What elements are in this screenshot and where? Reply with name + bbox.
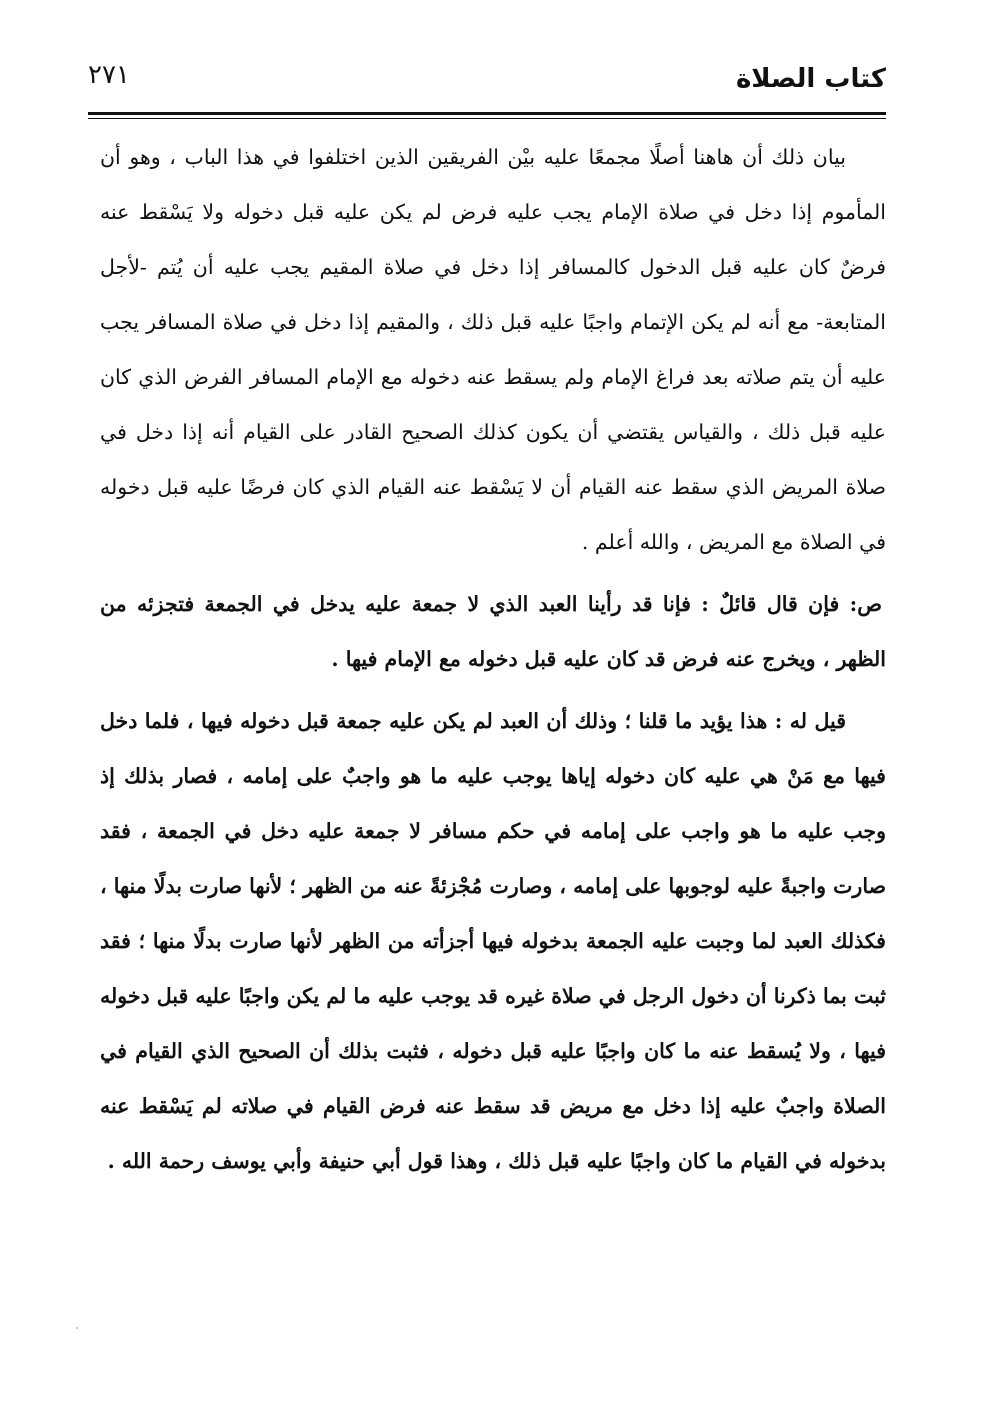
header-rule-thin bbox=[88, 118, 886, 119]
paragraph-1: بيان ذلك أن هاهنا أصلًا مجمعًا عليه بيْن الفريقين الذين اختلفوا في هذا الباب ، وهو أن المأموم إذا دخل في صلاة الإمام يجب عليه فرض لم يكن عليه قبل دخوله ولا يَسْقط عنه فرضٌ كان عليه قبل الدخول كالمسافر إذا دخل في صلاة المقيم يجب عليه أن يُتم -لأجل المتابعة- مع أنه لم يكن الإتمام واجبًا عليه قبل ذلك ، والمقيم إذا دخل في صلاة المسافر يجب عليه أن يتم صلاته بعد فراغ الإمام ولم يسقط عنه دخوله مع الإمام المسافر الفرض الذي كان عليه قبل ذلك ، والقياس يقتضي أن يكون كذلك الصحيح القادر على القيام أنه إذا دخل في صلاة المريض الذي سقط عنه القيام أن لا يَسْقط عنه القيام الذي كان فرضًا عليه قبل دخوله في الصلاة مع المريض ، والله أعلم . bbox=[100, 145, 886, 554]
paragraph-2 bbox=[100, 577, 886, 687]
page-number: ٢٧١ bbox=[88, 60, 130, 90]
scan-speck bbox=[76, 1327, 78, 1329]
body-text bbox=[100, 130, 886, 1189]
paragraph-3: قيل له : هذا يؤيد ما قلنا ؛ وذلك أن العبد لم يكن عليه جمعة قبل دخوله فيها ، فلما دخل فيها مع مَنْ هي عليه كان دخوله إياها يوجب عليه ما هو واجبٌ على إمامه ، فصار بذلك إذ وجب عليه ما هو واجب على إمامه في حكم مسافر لا جمعة عليه دخل في الجمعة ، فقد صارت واجبةً عليه لوجوبها على إمامه ، وصارت مُجْزئةً عنه من الظهر ؛ لأنها صارت بدلًا منها ، فكذلك العبد لما وجبت عليه الجمعة بدخوله فيها أجزأته من الظهر لأنها صارت بدلًا منها ؛ فقد ثبت بما ذكرنا أن دخول الرجل في صلاة غيره قد يوجب عليه ما لم يكن واجبًا عليه قبل دخوله فيها ، ولا يُسقط عنه ما كان واجبًا عليه قبل دخوله ، فثبت بذلك أن الصحيح الذي القيام في الصلاة واجبٌ عليه إذا دخل مع مريض قد سقط عنه فرض القيام في صلاته لم يَسْقط عنه بدخوله في القيام ما كان واجبًا عليه قبل ذلك ، وهذا قول أبي حنيفة وأبي يوسف رحمة الله . bbox=[100, 709, 886, 1173]
chapter-title: كتاب الصلاة bbox=[735, 64, 886, 94]
paragraph-2-label: ص: bbox=[849, 592, 882, 616]
header-rule-thick bbox=[88, 112, 886, 115]
page-header bbox=[88, 52, 886, 102]
paragraph-2-text: فإن قال قائلٌ : فإنا قد رأينا العبد الذي لا جمعة عليه يدخل في الجمعة فتجزئه من الظهر ، ويخرج عنه فرض قد كان عليه قبل دخوله مع الإمام فيها . bbox=[100, 592, 886, 671]
